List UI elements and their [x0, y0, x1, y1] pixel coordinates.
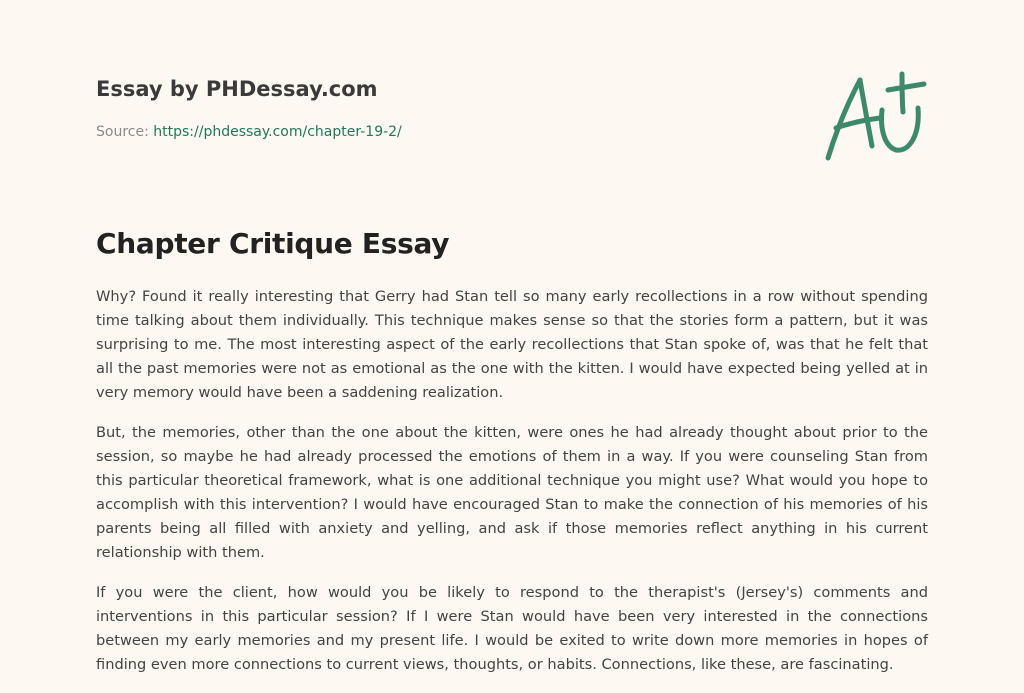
site-title: Essay by PHDessay.com: [96, 77, 378, 101]
page-header: [96, 74, 796, 142]
source-label: Source:: [96, 124, 154, 140]
essay-paragraph: But, the memories, other than the one about the kitten, were ones he had already thought about prior to the session, so maybe he had already processed the emotions of them in a way. If you were counseling Stan from this particular theoretical framework, what is one additional technique you might use? What would you hope to accomplish with this intervention? I would have encouraged Stan to make the connection of his memories of his parents being all filled with anxiety and yelling, and ask if those memories reflect anything in his current relationship with them.: [96, 424, 928, 561]
source-line: [96, 122, 796, 142]
essay-paragraph: If you were the client, how would you be likely to respond to the therapist's (Jersey's) comments and interventions in this particular session? If I were Stan would have been very interested in the connections between my early memories and my present life. I would be exited to write down more memories in hopes of finding even more connections to current views, thoughts, or habits. Connections, like these, are fascinating.: [96, 584, 928, 673]
a-plus-logo-icon: [820, 66, 930, 166]
source-link[interactable]: https://phdessay.com/chapter-19-2/: [153, 124, 402, 140]
essay-title: Chapter Critique Essay: [96, 227, 450, 260]
essay-paragraph: Why? Found it really interesting that Gerry had Stan tell so many early recollections in a row without spending time talking about them individually. This technique makes sense so that the stories form a pattern, but it was surprising to me. The most interesting aspect of the early recollections that Stan spoke of, was that he felt that all the past memories were not as emotional as the one with the kitten. I would have expected being yelled at in very memory would have been a saddening realization.: [96, 288, 928, 401]
essay-body: [96, 285, 928, 693]
